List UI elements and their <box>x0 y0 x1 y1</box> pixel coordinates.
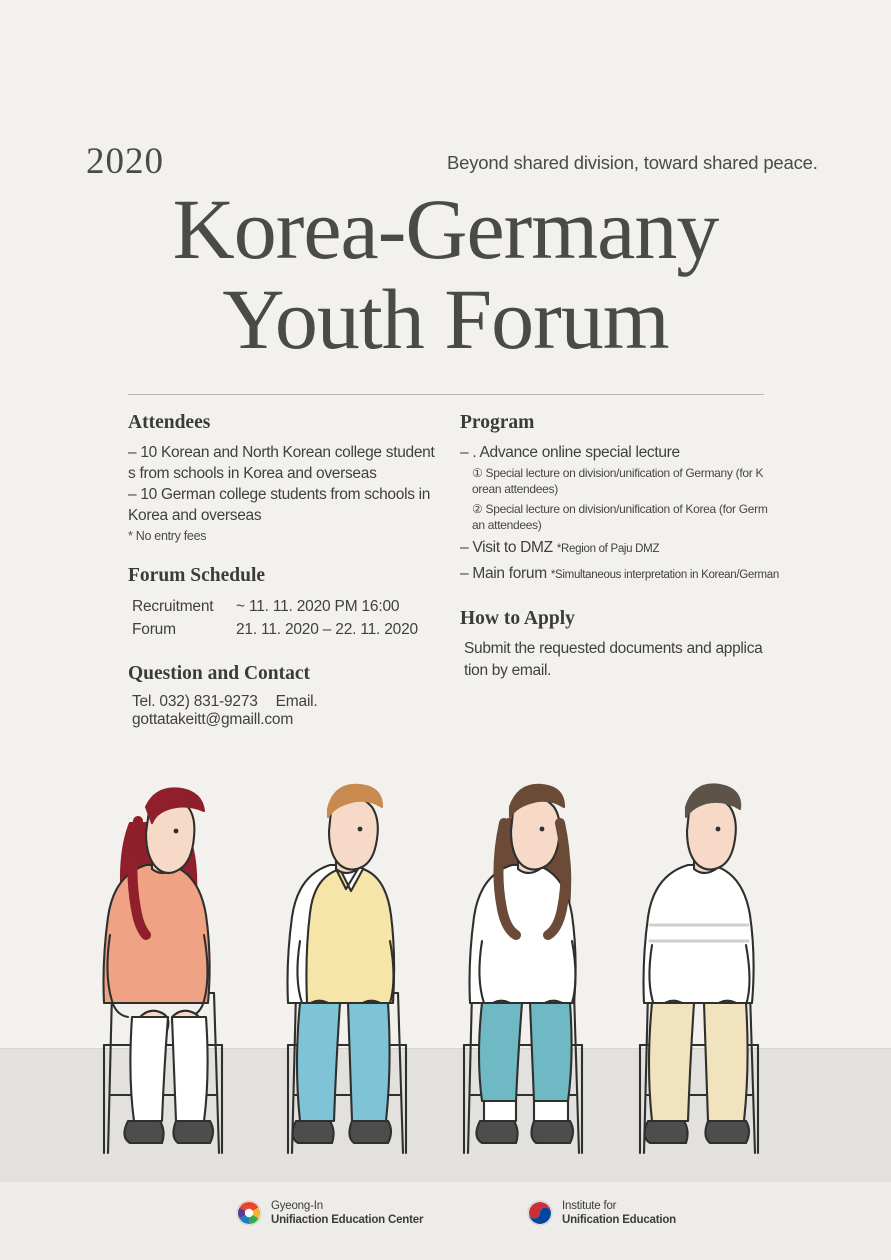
attendees-line-4: Korea and overseas <box>128 507 262 524</box>
institute-logo-line-1: Institute for <box>562 1200 617 1212</box>
program-sub-item-1: ① Special lecture on division/unification of Germany (for K orean attendees) <box>472 466 764 496</box>
schedule-row <box>132 595 448 618</box>
attendees-line-3: – 10 German college students from schools in <box>128 486 431 503</box>
program-item-2 <box>460 537 780 560</box>
institute-logo-text <box>562 1199 676 1227</box>
program-item-3-note: *Simultaneous interpretation in Korean/German <box>550 569 779 581</box>
program-sub-item-2: ② Special lecture on division/unification of Korea (for Germ an attendees) <box>472 502 768 532</box>
logo-institute <box>527 1199 676 1227</box>
forum-schedule-heading: Forum Schedule <box>128 565 266 586</box>
attendees-heading: Attendees <box>128 412 211 433</box>
schedule-label: Recruitment <box>132 598 214 615</box>
gyeongin-logo-icon <box>236 1200 262 1226</box>
page-title-line-1: Korea-Germany <box>172 181 719 277</box>
attendees-line-2: s from schools in Korea and overseas <box>128 465 377 482</box>
program-item-2-text: – Visit to DMZ <box>460 539 557 556</box>
program-item-1: – . Advance online special lecture <box>460 444 680 461</box>
logo-gyeongin <box>236 1199 423 1227</box>
schedule-value: ~ 11. 11. 2020 PM 16:00 <box>236 598 400 615</box>
program-item-3-text: – Main forum <box>460 565 551 582</box>
schedule-row <box>132 618 448 641</box>
program-item-3 <box>460 563 780 586</box>
gyeongin-logo-text <box>271 1199 423 1227</box>
attendees-note: * No entry fees <box>128 529 207 543</box>
attendees-line-1: – 10 Korean and North Korean college student <box>128 444 435 461</box>
gyeongin-logo-line-1: Gyeong-In <box>271 1200 323 1212</box>
tagline: Beyond shared division, toward shared peace. <box>447 152 818 173</box>
contact-tel: Tel. 032) 831-9273 <box>132 693 258 710</box>
contact-row <box>132 693 448 729</box>
program-item-2-note: *Region of Paju DMZ <box>556 543 660 555</box>
institute-logo-line-2: Unification Education <box>562 1214 676 1226</box>
how-to-apply-text: Submit the requested documents and applica tion by email. <box>464 640 763 679</box>
header-divider <box>128 394 764 395</box>
schedule-label: Forum <box>132 621 176 638</box>
year-label: 2020 <box>86 141 164 182</box>
right-info-column <box>460 412 780 682</box>
institute-logo-icon <box>527 1200 553 1226</box>
page-title-line-2: Youth Forum <box>222 271 669 367</box>
how-to-apply-heading: How to Apply <box>460 608 575 629</box>
contact-heading: Question and Contact <box>128 663 311 684</box>
contact-email[interactable]: Email. gottatakeitt@gmaill.com <box>132 693 318 728</box>
footer-band <box>0 1182 891 1260</box>
seated-students-illustration <box>0 745 891 1185</box>
gyeongin-logo-line-2: Unifiaction Education Center <box>271 1214 424 1226</box>
schedule-value: 21. 11. 2020 – 22. 11. 2020 <box>236 621 418 638</box>
left-info-column <box>128 412 448 729</box>
program-heading: Program <box>460 412 535 433</box>
